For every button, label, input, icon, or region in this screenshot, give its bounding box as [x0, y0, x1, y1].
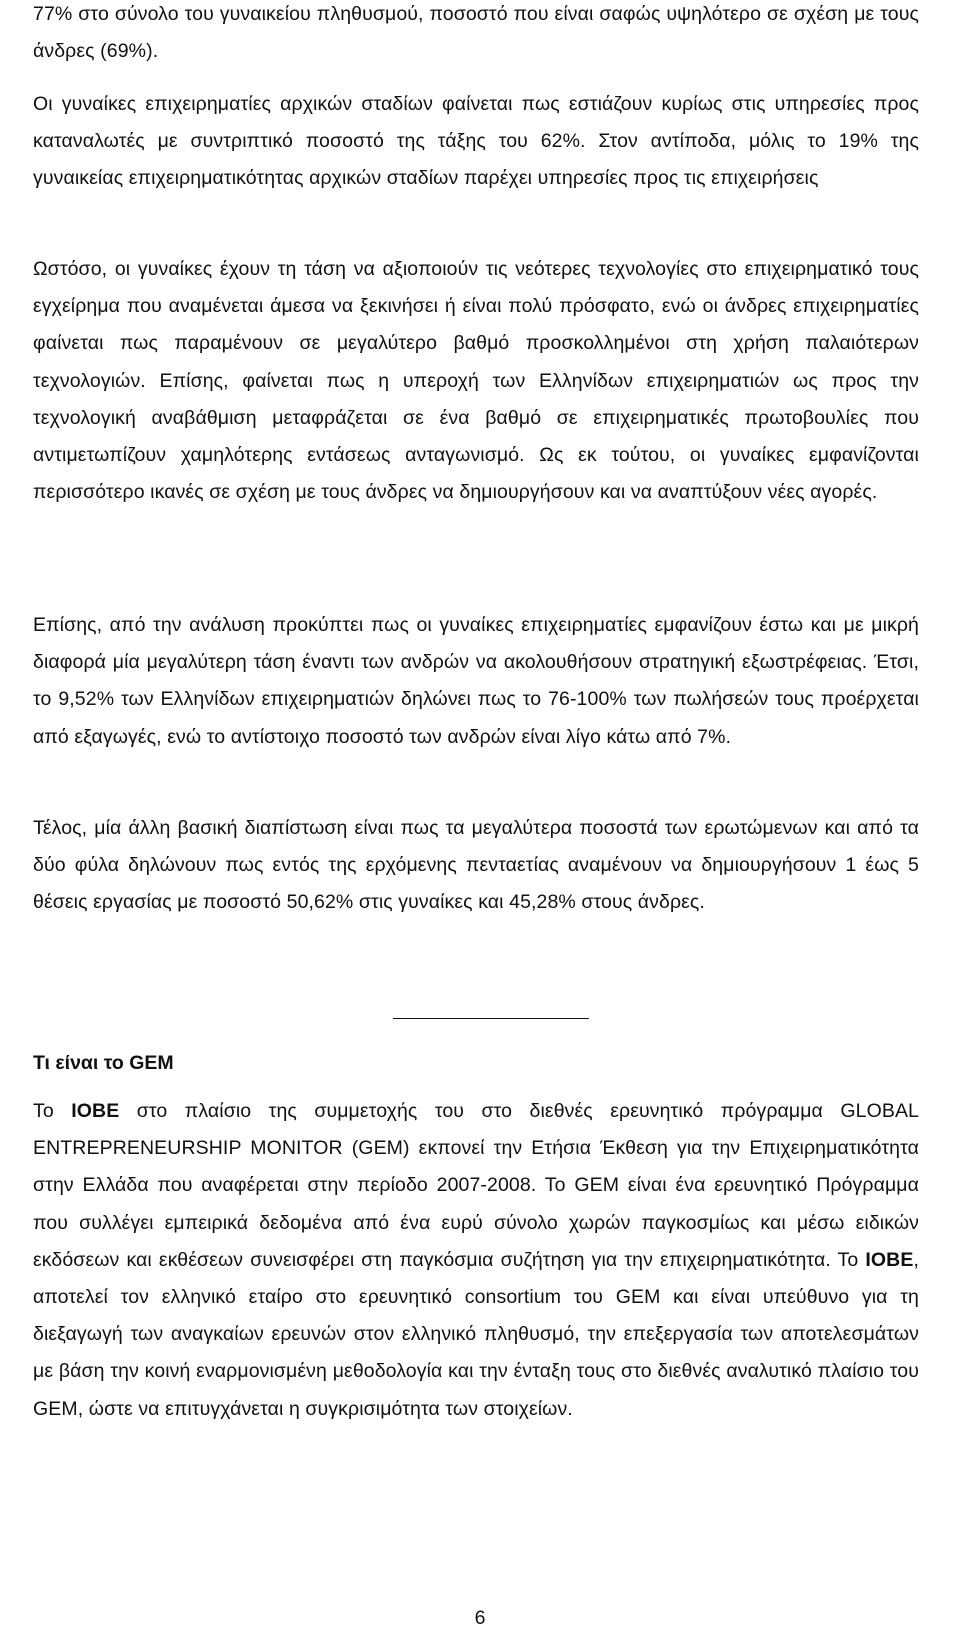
section-separator-line — [393, 1018, 589, 1019]
paragraph-gem-description — [33, 1093, 919, 1428]
paragraph-export-strategy: Επίσης, από την ανάλυση προκύπτει πως οι γυναίκες επιχειρηματίες εμφανίζουν έστω και με μικρή διαφορά μία μεγαλύτερη τάση έναντι των ανδρών να ακολουθήσουν στρατηγική εξωστρέφειας. Έτσι, το 9,52% των Ελληνίδων επιχειρηματιών δηλώνει πως το 76-100% των πωλήσεών τους προέρχεται από εξαγωγές, ενώ το αντίστοιχο ποσοστό των ανδρών είναι λίγο κάτω από 7%. — [33, 614, 919, 748]
text-segment: , αποτελεί τον ελληνικό εταίρο στο ερευνητικό consortium του GEM και είναι υπεύθυνο για τη διεξαγωγή των αναγκαίων ερευνών στον ελληνικό πληθυσμό, την επεξεργασία των αποτελεσμάτων με βάση την κοινή εναρμονισμένη μεθοδολογία και την ένταξη τους στο διεθνές αναλυτικό πλαίσιο του GEM, ώστε να επιτυγχάνεται η συγκρισιμότητα των στοιχείων. — [33, 1248, 919, 1420]
paragraph-new-technologies: Ωστόσο, οι γυναίκες έχουν τη τάση να αξιοποιούν τις νεότερες τεχνολογίες στο επιχειρηματικό τους εγχείρημα που αναμένεται άμεσα να ξεκινήσει ή είναι πολύ πρόσφατο, ενώ οι άνδρες επιχειρηματίες φαίνεται πως παραμένουν σε μεγαλύτερο βαθμό προσκολλημένοι στη χρήση παλαιότερων τεχνολογιών. Επίσης, φαίνεται πως η υπεροχή των Ελληνίδων επιχειρηματιών ως προς την τεχνολογική αναβάθμιση μεταφράζεται σε ένα βαθμό σε επιχειρηματικές πρωτοβουλίες που αντιμετωπίζουν χαμηλότερης εντάσεως ανταγωνισμό. Ως εκ τούτου, οι γυναίκες εμφανίζονται περισσότερο ικανές σε σχέση με τους άνδρες να δημιουργήσουν και να αναπτύξουν νέες αγορές. — [33, 258, 919, 504]
paragraph-overall-rate: 77% στο σύνολο του γυναικείου πληθυσμού, ποσοστό που είναι σαφώς υψηλότερο σε σχέση με τους άνδρες (69%). — [33, 3, 919, 63]
section-heading: Τι είναι το GEM — [33, 1052, 174, 1074]
text-segment: στο πλαίσιο της συμμετοχής του στο διεθνές ερευνητικό πρόγραμμα GLOBAL ENTREPRENEURSHIP MONITOR (GEM) εκπονεί την Ετήσια Έκθεση για την Επιχειρηματικότητα στην Ελλάδα που αναφέρεται στην περίοδο 2007-2008. Το GEM είναι ένα ερευνητικό Πρόγραμμα που συλλέγει εμπειρικά δεδομένα από ένα ευρύ σύνολο χωρών παγκοσμίως και μέσω ειδικών εκδόσεων και εκθέσεων συνεισφέρει στη παγκόσμια συζήτηση για την επιχειρηματικότητα. Το — [33, 1100, 919, 1271]
paragraph-consumer-services: Οι γυναίκες επιχειρηματίες αρχικών σταδίων φαίνεται πως εστιάζουν κυρίως στις υπηρεσίες προς καταναλωτές με συντριπτικό ποσοστό της τάξης του 62%. Στον αντίποδα, μόλις το 19% της γυναικείας επιχειρηματικότητας αρχικών σταδίων παρέχει υπηρεσίες προς τις επιχειρήσεις — [33, 93, 919, 190]
paragraph-job-creation: Τέλος, μία άλλη βασική διαπίστωση είναι πως τα μεγαλύτερα ποσοστά των ερωτώμενων και από τα δύο φύλα δηλώνουν πως εντός της ερχόμενης πενταετίας αναμένουν να δημιουργήσουν 1 έως 5 θέσεις εργασίας με ποσοστό 50,62% στις γυναίκες και 45,28% στους άνδρες. — [33, 817, 919, 914]
iobe-bold-text: IOBE — [71, 1100, 120, 1122]
page-number: 6 — [474, 1607, 486, 1629]
iobe-bold-text: IOBE — [865, 1248, 914, 1271]
text-segment: Το — [33, 1100, 72, 1122]
